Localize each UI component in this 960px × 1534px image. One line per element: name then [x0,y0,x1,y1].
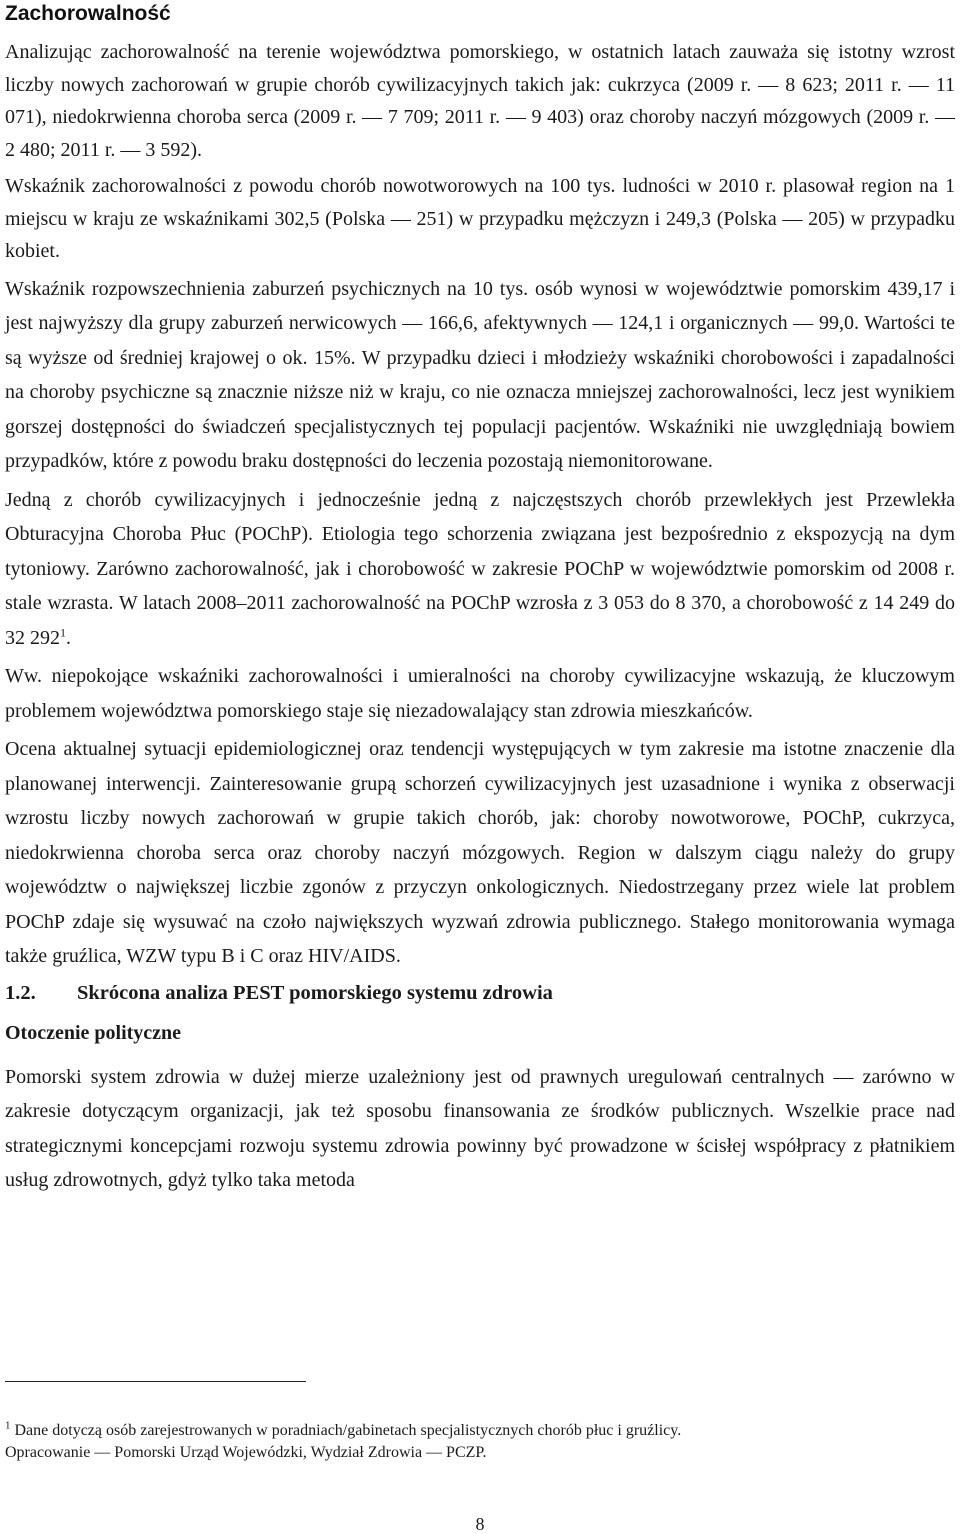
paragraph-political-environment: Pomorski system zdrowia w dużej mierze uzależniony jest od prawnych uregulowań centralnych — zarówno w zakresie dotyczącym organizacji, jak też sposobu finansowania ze środków publicznych. Wszelkie prace nad strategicznymi koncepcjami rozwoju systemu zdrowia powinny być prowadzone w ścisłej współpracy z płatnikiem usług zdrowotnych, gdyż tylko taka metoda [5,1065,955,1191]
copd-text-end: . [66,626,71,649]
section-number: 1.2. [5,981,36,1004]
paragraph-epidemiology: Ocena aktualnej sytuacji epidemiologicznej oraz tendencji występujących w tym zakresie ma istotne znaczenie dla planowanej interwencji. Zainteresowanie grupą schorzeń cywilizacyjnych jest uzasadnione i wynika z obserwacji wzrostu liczby nowych zachorowań w grupie takich chorób, jak: choroby nowotworowe, POChP, cukrzyca, niedokrwienna choroba serca oraz choroby naczyń mózgowych. Region w dalszym ciągu należy do grupy województw o największej liczbie zgonów z przyczyn onkologicznych. Niedostrzegany przez wiele lat problem POChP zdaje się wysuwać na czoło największych wyzwań zdrowia publicznego. Stałego monitorowania wymaga także gruźlica, WZW typu B i C oraz HIV/AIDS. [5,738,955,967]
paragraph-copd [5,483,955,656]
footnote-divider [5,1381,306,1382]
subsection-title: Otoczenie polityczne [5,1021,182,1044]
section-title: Zachorowalność [5,2,171,25]
paragraph-cancer-incidence: Wskaźnik zachorowalności z powodu chorób nowotworowych na 100 tys. ludności w 2010 r. plasował region na 1 miejscu w kraju ze wskaźnikami 302,5 (Polska — 251) w przypadku mężczyzn i 249,3 (Polska — 205) w przypadku kobiet. [5,175,955,262]
footnote-1 [5,1420,955,1442]
document-page [5,0,955,1198]
footnote-source: Opracowanie — Pomorski Urząd Wojewódzki, Wydział Zdrowia — PCZP. [5,1444,487,1461]
footnote-reference[interactable]: 1 [60,624,66,639]
page-number: 8 [475,1514,485,1534]
section-heading-text: Skrócona analiza PEST pomorskiego systemu zdrowia [77,981,553,1004]
paragraph-incidence-intro: Analizując zachorowalność na terenie województwa pomorskiego, w ostatnich latach zauważa się istotny wzrost liczby nowych zachorowań w grupie chorób cywilizacyjnych takich jak: cukrzyca (2009 r. — 8 623; 2011 r. — 11 071), niedokrwienna choroba serca (2009 r. — 7 709; 2011 r. — 9 403) oraz choroby naczyń mózgowych (2009 r. — 2 480; 2011 r. — 3 592). [5,41,955,161]
footnotes [5,1420,955,1464]
footnote-text: Dane dotyczą osób zarejestrowanych w poradniach/gabinetach specjalistycznych chorób płuc i gruźlicy. [14,1422,682,1439]
paragraph-mental-disorders: Wskaźnik rozpowszechnienia zaburzeń psychicznych na 10 tys. osób wynosi w województwie pomorskim 439,17 i jest najwyższy dla grupy zaburzeń nerwicowych — 166,6, afektywnych — 124,1 i organicznych — 99,0. Wartości te są wyższe od średniej krajowej o ok. 15%. W przypadku dzieci i młodzieży wskaźniki chorobowości i zapadalności na choroby psychiczne są znacznie niższe niż w kraju, co nie oznacza mniejszej zachorowalności, lecz jest wynikiem gorszej dostępności do świadczeń specjalistycznych tej populacji pacjentów. Wskaźniki nie uwzględniają bowiem przypadków, które z powodu braku dostępności do leczenia pozostają niemonitorowane. [5,277,955,472]
footnote-marker: 1 [5,1419,11,1432]
section-heading-pest [5,978,955,1008]
copd-text: Jedną z chorób cywilizacyjnych i jednocześnie jedną z najczęstszych chorób przewlekłych jest Przewlekła Obturacyjna Choroba Płuc (POChP). Etiologia tego schorzenia związana jest bezpośrednio z ekspozycją na dym tytoniowy. Zarówno zachorowalność, jak i chorobowość w zakresie POChP w województwie pomorskim od 2008 r. stale wzrasta. W latach 2008–2011 zachorowalność na POChP wzrosła z 3 053 do 8 370, a chorobowość z 14 249 do 32 292 [5,488,955,649]
paragraph-key-problem: Ww. niepokojące wskaźniki zachorowalności i umieralności na choroby cywilizacyjne wskazują, że kluczowym problemem województwa pomorskiego staje się niezadowalający stan zdrowia mieszkańców. [5,665,955,722]
